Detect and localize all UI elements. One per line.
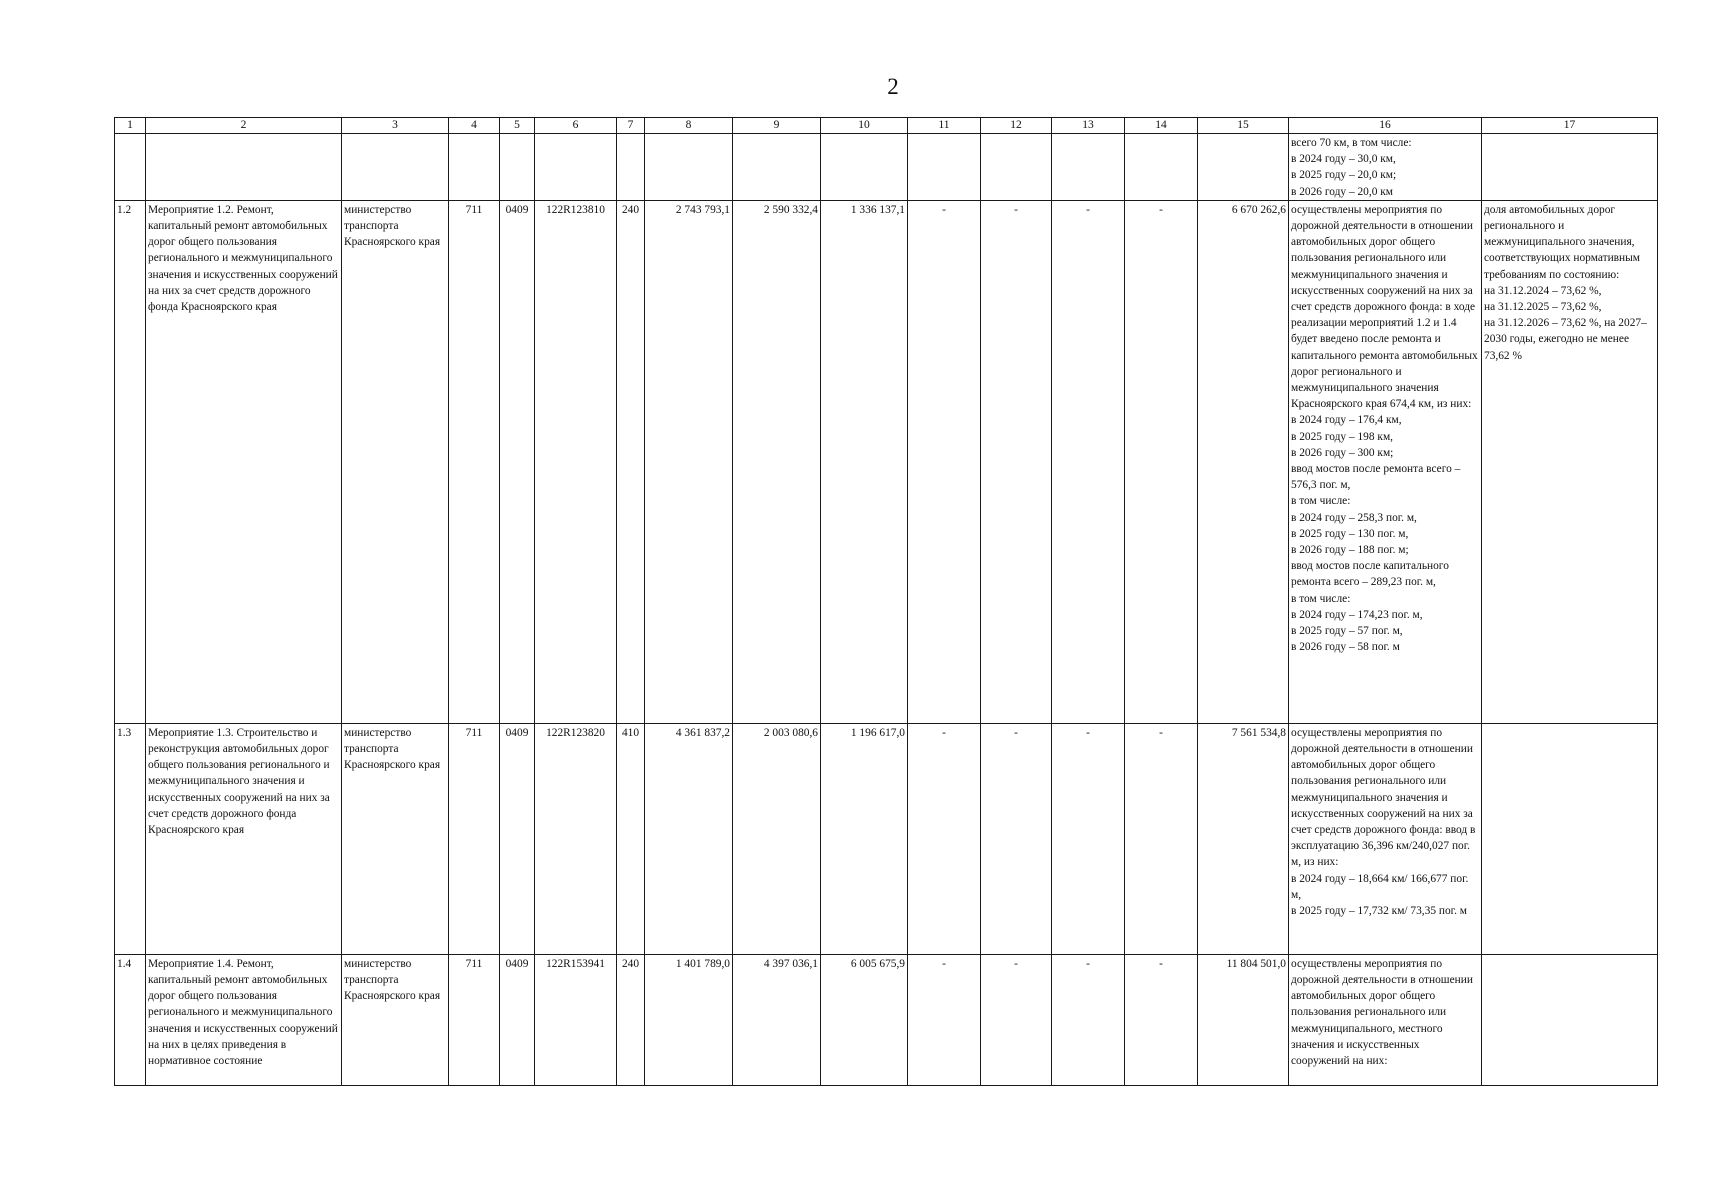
continuation-result-cell: всего 70 км, в том числе: в 2024 году – 30,0 км, в 2025 году – 20,0 км; в 2026 году – 20,0 км xyxy=(1289,134,1482,201)
row-number: 1.3 xyxy=(115,723,146,954)
amount-2025: 2 003 080,6 xyxy=(733,723,821,954)
amount-col14: - xyxy=(1125,200,1198,723)
header-cell: 5 xyxy=(500,118,535,134)
header-cell: 9 xyxy=(733,118,821,134)
rzpr-code: 0409 xyxy=(500,200,535,723)
continuation-row xyxy=(115,134,1658,201)
header-cell: 6 xyxy=(535,118,617,134)
header-cell: 7 xyxy=(617,118,645,134)
csr-code: 122R123810 xyxy=(535,200,617,723)
table-row xyxy=(115,200,1658,723)
column-number-header-row xyxy=(115,118,1658,134)
vr-code: 240 xyxy=(617,954,645,1085)
grbs-code: 711 xyxy=(449,723,500,954)
amount-col11: - xyxy=(908,954,981,1085)
header-cell: 16 xyxy=(1289,118,1482,134)
amount-col13: - xyxy=(1052,200,1125,723)
table-row xyxy=(115,723,1658,954)
program-measures-table xyxy=(114,117,1658,1086)
vr-code: 240 xyxy=(617,200,645,723)
csr-code: 122R153941 xyxy=(535,954,617,1085)
amount-2024: 1 401 789,0 xyxy=(645,954,733,1085)
header-cell: 13 xyxy=(1052,118,1125,134)
vr-code: 410 xyxy=(617,723,645,954)
rzpr-code: 0409 xyxy=(500,954,535,1085)
amount-2026: 1 196 617,0 xyxy=(821,723,908,954)
expected-result: осуществлены мероприятия по дорожной деятельности в отношении автомобильных дорог общего пользования регионального или межмуниципального значения и искусственных сооружений на них за счет средств дорожного фонда: ввод в эксплуатацию 36,396 км/240,027 пог. м, из них: в 2024 году – 18,664 км/ 166,677 пог. м, в 2025 году – 17,732 км/ 73,35 пог. м xyxy=(1289,723,1482,954)
amount-total: 11 804 501,0 xyxy=(1198,954,1289,1085)
amount-col12: - xyxy=(981,954,1052,1085)
amount-2025: 2 590 332,4 xyxy=(733,200,821,723)
executor: министерство транспорта Красноярского края xyxy=(342,200,449,723)
measure-name: Мероприятие 1.2. Ремонт, капитальный ремонт автомобильных дорог общего пользования регионального и межмуниципального значения и искусственных сооружений на них за счет средств дорожного фонда Красноярского края xyxy=(146,200,342,723)
amount-col12: - xyxy=(981,723,1052,954)
header-cell: 10 xyxy=(821,118,908,134)
target-indicator xyxy=(1482,954,1658,1085)
amount-2026: 6 005 675,9 xyxy=(821,954,908,1085)
rzpr-code: 0409 xyxy=(500,723,535,954)
amount-2024: 4 361 837,2 xyxy=(645,723,733,954)
amount-col14: - xyxy=(1125,954,1198,1085)
grbs-code: 711 xyxy=(449,954,500,1085)
amount-2026: 1 336 137,1 xyxy=(821,200,908,723)
expected-result: осуществлены мероприятия по дорожной деятельности в отношении автомобильных дорог общего пользования регионального или межмуниципального значения и искусственных сооружений на них за счет средств дорожного фонда: в ходе реализации мероприятий 1.2 и 1.4 будет введено после ремонта и капитального ремонта автомобильных дорог регионального и межмуниципального значения Красноярского края 674,4 км, из них: в 2024 году – 176,4 км, в 2025 году – 198 км, в 2026 году – 300 км; ввод мостов после ремонта всего – 576,3 пог. м, в том числе: в 2024 году – 258,3 пог. м, в 2025 году – 130 пог. м, в 2026 году – 188 пог. м; ввод мостов после капитального ремонта всего – 289,23 пог. м, в том числе: в 2024 году – 174,23 пог. м, в 2025 году – 57 пог. м, в 2026 году – 58 пог. м xyxy=(1289,200,1482,723)
amount-col11: - xyxy=(908,723,981,954)
amount-total: 7 561 534,8 xyxy=(1198,723,1289,954)
header-cell: 3 xyxy=(342,118,449,134)
header-cell: 11 xyxy=(908,118,981,134)
amount-col14: - xyxy=(1125,723,1198,954)
header-cell: 15 xyxy=(1198,118,1289,134)
amount-col13: - xyxy=(1052,954,1125,1085)
target-indicator xyxy=(1482,723,1658,954)
row-number: 1.4 xyxy=(115,954,146,1085)
amount-col11: - xyxy=(908,200,981,723)
grbs-code: 711 xyxy=(449,200,500,723)
amount-col13: - xyxy=(1052,723,1125,954)
page-number: 2 xyxy=(887,74,899,99)
csr-code: 122R123820 xyxy=(535,723,617,954)
amount-2024: 2 743 793,1 xyxy=(645,200,733,723)
target-indicator: доля автомобильных дорог регионального и межмуниципального значения, соответствующих нормативным требованиям по состоянию: на 31.12.2024 – 73,62 %, на 31.12.2025 – 73,62 %, на 31.12.2026 – 73,62 %, на 2027–2030 годы, ежегодно не менее 73,62 % xyxy=(1482,200,1658,723)
header-cell: 1 xyxy=(115,118,146,134)
executor: министерство транспорта Красноярского края xyxy=(342,954,449,1085)
amount-2025: 4 397 036,1 xyxy=(733,954,821,1085)
measure-name: Мероприятие 1.4. Ремонт, капитальный ремонт автомобильных дорог общего пользования регионального и межмуниципального значения и искусственных сооружений на них в целях приведения в нормативное состояние xyxy=(146,954,342,1085)
header-cell: 8 xyxy=(645,118,733,134)
measure-name: Мероприятие 1.3. Строительство и реконструкция автомобильных дорог общего пользования регионального и межмуниципального значения и искусственных сооружений на них за счет средств дорожного фонда Красноярского края xyxy=(146,723,342,954)
row-number: 1.2 xyxy=(115,200,146,723)
header-cell: 2 xyxy=(146,118,342,134)
header-cell: 4 xyxy=(449,118,500,134)
executor: министерство транспорта Красноярского края xyxy=(342,723,449,954)
amount-col12: - xyxy=(981,200,1052,723)
header-cell: 12 xyxy=(981,118,1052,134)
header-cell: 14 xyxy=(1125,118,1198,134)
expected-result: осуществлены мероприятия по дорожной деятельности в отношении автомобильных дорог общего пользования регионального или межмуниципального, местного значения и искусственных сооружений на них: xyxy=(1289,954,1482,1085)
header-cell: 17 xyxy=(1482,118,1658,134)
amount-total: 6 670 262,6 xyxy=(1198,200,1289,723)
table-row xyxy=(115,954,1658,1085)
